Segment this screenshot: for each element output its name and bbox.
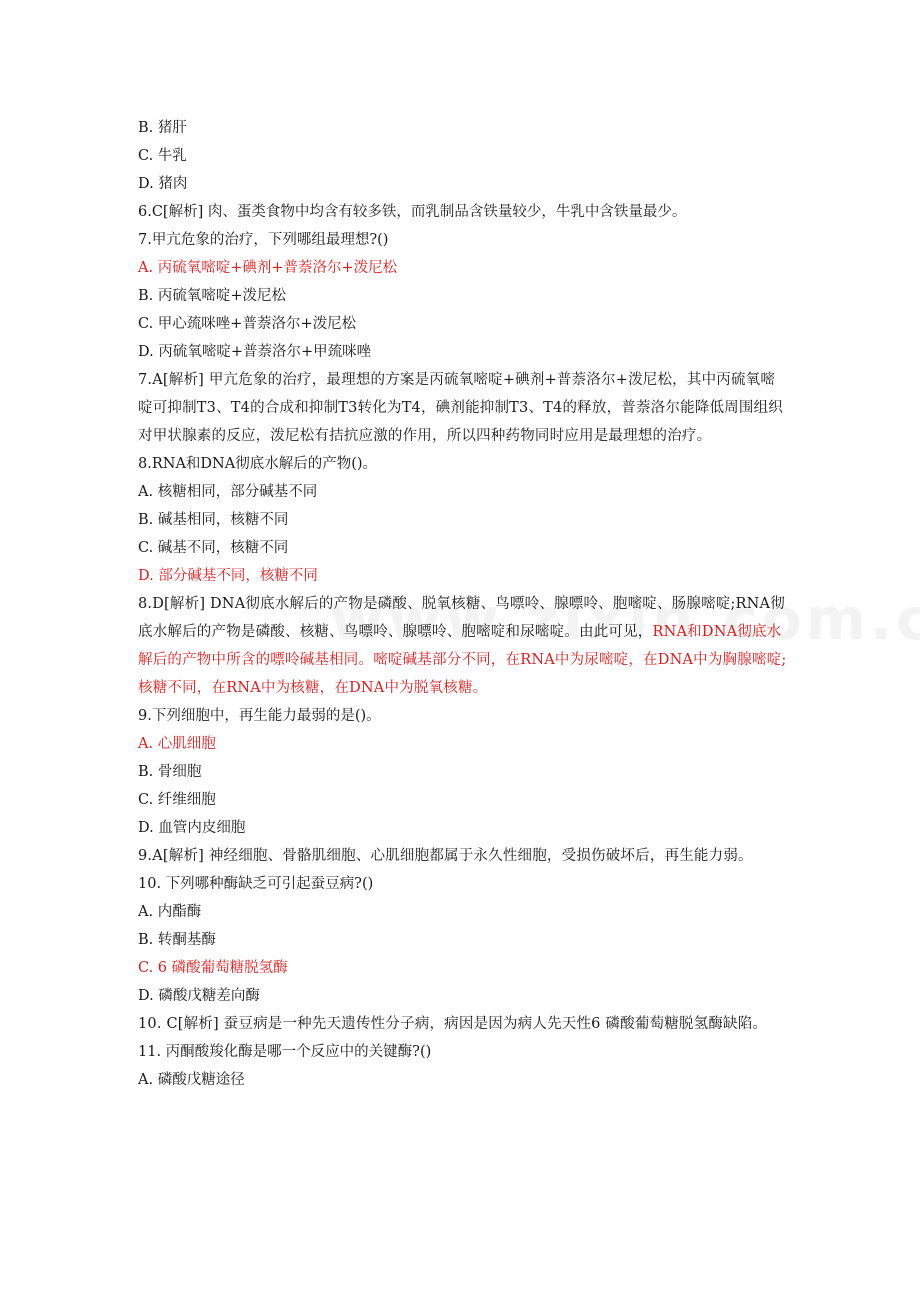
analysis-6: 6.C[解析] 肉、蛋类食物中均含有较多铁，而乳制品含铁量较少，牛乳中含铁量最少。 (138, 204, 687, 220)
q9-option-c: C. 纤维细胞 (138, 792, 216, 808)
document-page (138, 114, 788, 1094)
q10-option-a: A. 内酯酶 (138, 904, 202, 920)
option-c-milk: C. 牛乳 (138, 148, 187, 164)
analysis-8 (138, 590, 788, 702)
q7-option-d: D. 丙硫氧嘧啶+普萘洛尔+甲巯咪唑 (138, 344, 372, 360)
q7-option-c: C. 甲心巯咪唑+普萘洛尔+泼尼松 (138, 316, 357, 332)
q11-option-a: A. 磷酸戊糖途径 (138, 1072, 245, 1088)
analysis-8-text: 8.D[解析] DNA彻底水解后的产物是磷酸、脱氧核糖、鸟嘌呤、腺嘌呤、胞嘧啶、肠腺嘧啶;RNA彻底水解后的产物是磷酸、核糖、鸟嘌呤、腺嘌呤、胞嘧啶和尿嘧啶。由此可见， (138, 596, 785, 640)
q8-option-b: B. 碱基相同，核糖不同 (138, 512, 289, 528)
analysis-9: 9.A[解析] 神经细胞、骨骼肌细胞、心肌细胞都属于永久性细胞，受损伤破坏后，再生能力弱。 (138, 848, 753, 864)
option-b-pork-liver: B. 猪肝 (138, 120, 187, 136)
option-d-pork: D. 猪肉 (138, 176, 188, 192)
q9-option-d: D. 血管内皮细胞 (138, 820, 246, 836)
analysis-10: 10. C[解析] 蚕豆病是一种先天遗传性分子病，病因是因为病人先天性6 磷酸葡萄糖脱氢酶缺陷。 (138, 1016, 768, 1032)
question-9: 9.下列细胞中，再生能力最弱的是()。 (138, 708, 381, 724)
q9-option-b: B. 骨细胞 (138, 764, 202, 780)
analysis-7: 7.A[解析] 甲亢危象的治疗，最理想的方案是丙硫氧嘧啶+碘剂+普萘洛尔+泼尼松，其中丙硫氧嘧啶可抑制T3、T4的合成和抑制T3转化为T4，碘剂能抑制T3、T4的释放，普萘洛尔能降低周围组织对甲状腺素的反应，泼尼松有拮抗应激的作用，所以四种药物同时应用是最理想的治疗。 (138, 372, 783, 444)
q8-option-d-correct: D. 部分碱基不同，核糖不同 (138, 568, 318, 584)
analysis-8-highlight: RNA和DNA彻底水解后的产物中所含的嘌呤碱基相同。嘧啶碱基部分不同，在RNA中为尿嘧啶，在DNA中为胸腺嘧啶;核糖不同，在RNA中为核糖，在DNA中为脱氧核糖。 (138, 624, 787, 696)
q7-option-b: B. 丙硫氧嘧啶+泼尼松 (138, 288, 287, 304)
q10-option-d: D. 磷酸戊糖差向酶 (138, 988, 260, 1004)
q8-option-a: A. 核糖相同，部分碱基不同 (138, 484, 318, 500)
q10-option-b: B. 转酮基酶 (138, 932, 216, 948)
question-7: 7.甲亢危象的治疗，下列哪组最理想?() (138, 232, 389, 248)
question-8: 8.RNA和DNA彻底水解后的产物()。 (138, 456, 378, 472)
question-10: 10. 下列哪种酶缺乏可引起蚕豆病?() (138, 876, 374, 892)
q8-option-c: C. 碱基不同，核糖不同 (138, 540, 289, 556)
q10-option-c-correct: C. 6 磷酸葡萄糖脱氢酶 (138, 960, 288, 976)
q7-option-a-correct: A. 丙硫氧嘧啶+碘剂+普萘洛尔+泼尼松 (138, 260, 398, 276)
q9-option-a-correct: A. 心肌细胞 (138, 736, 216, 752)
question-11: 11. 丙酮酸羧化酶是哪一个反应中的关键酶?() (138, 1044, 432, 1060)
